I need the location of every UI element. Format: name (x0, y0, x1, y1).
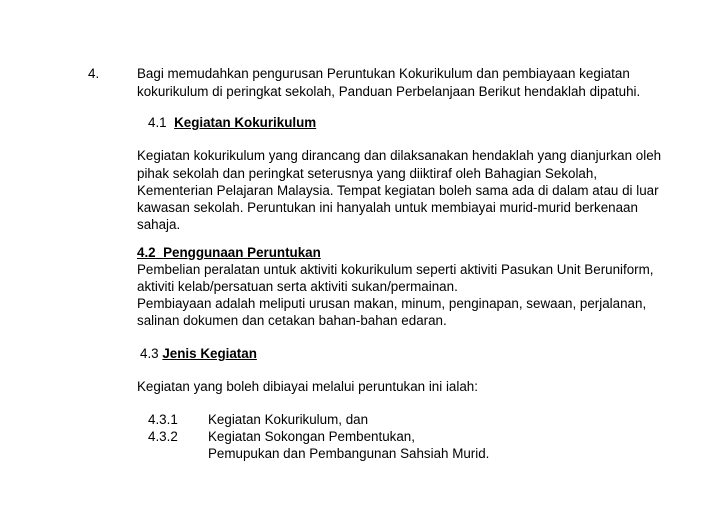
section-4-2-heading (137, 245, 321, 261)
section-4-2-line-1: Pembelian peralatan untuk aktiviti kokurikulum seperti aktiviti Pasukan Unit Beruniform, (137, 262, 654, 277)
item-4-3-2-number: 4.3.2 (148, 429, 178, 444)
section-4-3-title: Jenis Kegiatan (162, 346, 257, 361)
section-4-2-line-3: Pembiayaan adalah meliputi urusan makan, minum, penginapan, sewaan, perjalanan, (137, 296, 647, 311)
section-4-2-line-2: aktiviti kelab/persatuan serta aktiviti sukan/permainan. (137, 279, 458, 294)
section-4-1-title: Kegiatan Kokurikulum (174, 115, 317, 130)
item-number: 4. (88, 66, 100, 81)
section-4-1-line-3: Kementerian Pelajaran Malaysia. Tempat kegiatan boleh sama ada di dalam atau di luar (137, 183, 659, 198)
section-4-1-line-2: pihak sekolah dan peringkat seterusnya yang diiktiraf oleh Bahagian Sekolah, (137, 166, 598, 181)
item-4-3-2-text-1: Kegiatan Sokongan Pembentukan, (208, 429, 415, 444)
section-4-1-line-4: kawasan sekolah. Peruntukan ini hanyalah untuk membiayai murid-murid berkenaan (137, 200, 638, 215)
section-4-2-number: 4.2 (137, 245, 156, 260)
section-4-1-line-1: Kegiatan kokurikulum yang dirancang dan dilaksanakan hendaklah yang dianjurkan oleh (137, 148, 662, 163)
intro-line-2: kokurikulum di peringkat sekolah, Panduan Perbelanjaan Berikut hendaklah dipatuhi. (137, 84, 641, 99)
section-4-1-line-5: sahaja. (137, 217, 181, 232)
section-4-2-line-4: salinan dokumen dan cetakan bahan-bahan edaran. (137, 313, 447, 328)
section-4-3-intro: Kegiatan yang boleh dibiayai melalui peruntukan ini ialah: (137, 379, 478, 394)
section-4-1-number: 4.1 (148, 115, 167, 130)
section-4-1-heading (148, 115, 316, 131)
intro-line-1: Bagi memudahkan pengurusan Peruntukan Kokurikulum dan pembiayaan kegiatan (137, 66, 630, 81)
item-4-3-2-text-2: Pemupukan dan Pembangunan Sahsiah Murid. (208, 446, 490, 461)
section-4-3-heading (140, 346, 257, 362)
section-4-2-title: Penggunaan Peruntukan (163, 245, 321, 260)
section-4-3-number: 4.3 (140, 346, 159, 361)
item-4-3-1-text: Kegiatan Kokurikulum, dan (208, 412, 369, 427)
item-4-3-1-number: 4.3.1 (148, 412, 178, 427)
